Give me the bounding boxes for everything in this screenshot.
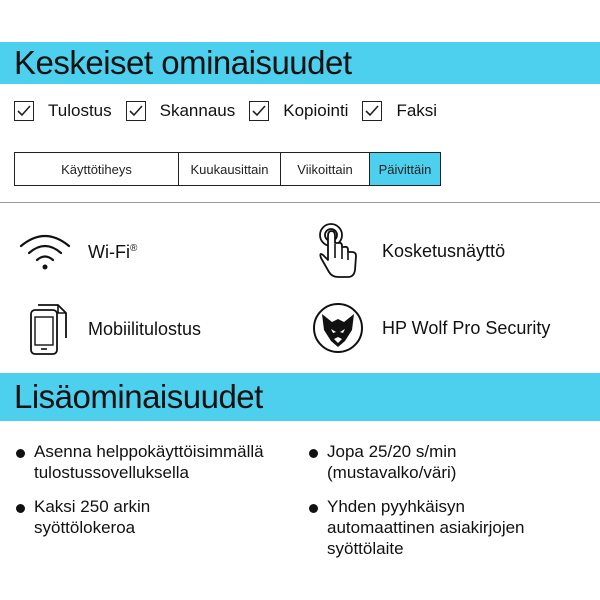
list-item-line: (mustavalko/väri) — [327, 463, 457, 482]
list-item-text — [327, 441, 456, 483]
checkmark-icon[interactable] — [362, 101, 382, 121]
feature-touchscreen — [314, 222, 505, 280]
list-item-line: Asenna helppokäyttöisimmällä — [34, 442, 264, 461]
checkbox-label: Tulostus — [48, 101, 112, 120]
feature-label: Mobiilitulostus — [88, 318, 202, 339]
registered-mark: ® — [129, 242, 138, 254]
list-item-line: Jopa 25/20 s/min — [327, 442, 457, 461]
list-item-text — [34, 441, 264, 483]
touch-hand-icon — [314, 222, 364, 280]
checkbox-print[interactable] — [14, 101, 112, 121]
checkmark-icon[interactable] — [14, 101, 34, 121]
feature-label: HP Wolf Pro Security — [382, 317, 551, 338]
tab-usage-frequency[interactable]: Käyttötiheys — [15, 153, 179, 185]
checkbox-label: Kopiointi — [283, 101, 349, 120]
tab-daily[interactable]: Päivittäin — [370, 153, 440, 185]
list-item-text — [34, 496, 150, 538]
function-checklist — [14, 98, 451, 124]
list-item-line: syöttölokeroa — [34, 518, 136, 537]
wolf-shield-icon — [312, 302, 364, 354]
feature-label — [88, 242, 137, 263]
section-title: Keskeiset ominaisuudet — [14, 44, 352, 81]
checkmark-icon[interactable] — [249, 101, 269, 121]
tab-weekly[interactable]: Viikoittain — [281, 153, 370, 185]
checkbox-scan[interactable] — [126, 101, 236, 121]
list-item — [16, 441, 306, 483]
section-title: Lisäominaisuudet — [14, 378, 263, 415]
feature-label: Kosketusnäyttö — [382, 240, 506, 261]
list-item-line: Kaksi 250 arkin — [34, 497, 151, 516]
tab-monthly[interactable]: Kuukausittain — [179, 153, 281, 185]
bullet-icon — [309, 504, 318, 513]
checkbox-label: Skannaus — [159, 101, 236, 120]
feature-wolf-security — [312, 302, 550, 354]
divider — [0, 202, 600, 203]
mobile-print-icon — [28, 302, 72, 356]
feature-wifi — [18, 232, 137, 272]
checkbox-label: Faksi — [396, 101, 438, 120]
feature-label-text: Wi-Fi — [88, 241, 130, 262]
list-item — [16, 496, 306, 538]
list-item-text — [327, 496, 525, 559]
checkmark-icon[interactable] — [126, 101, 146, 121]
list-item-line: Yhden pyyhkäisyn — [327, 497, 465, 516]
list-item-line: syöttölaite — [327, 539, 404, 558]
feature-mobile-print — [28, 302, 201, 356]
bullet-icon — [309, 449, 318, 458]
bullet-icon — [16, 449, 25, 458]
bullet-icon — [16, 504, 25, 513]
list-item — [309, 496, 594, 559]
checkbox-copy[interactable] — [249, 101, 348, 121]
section-header-key-features — [0, 42, 600, 84]
list-item-line: automaattinen asiakirjojen — [327, 518, 525, 537]
usage-frequency-tabs — [14, 152, 441, 186]
wifi-icon — [18, 232, 72, 272]
section-header-additional-features — [0, 373, 600, 421]
list-item — [309, 441, 594, 483]
checkbox-fax[interactable] — [362, 101, 437, 121]
list-item-line: tulostussovelluksella — [34, 463, 189, 482]
